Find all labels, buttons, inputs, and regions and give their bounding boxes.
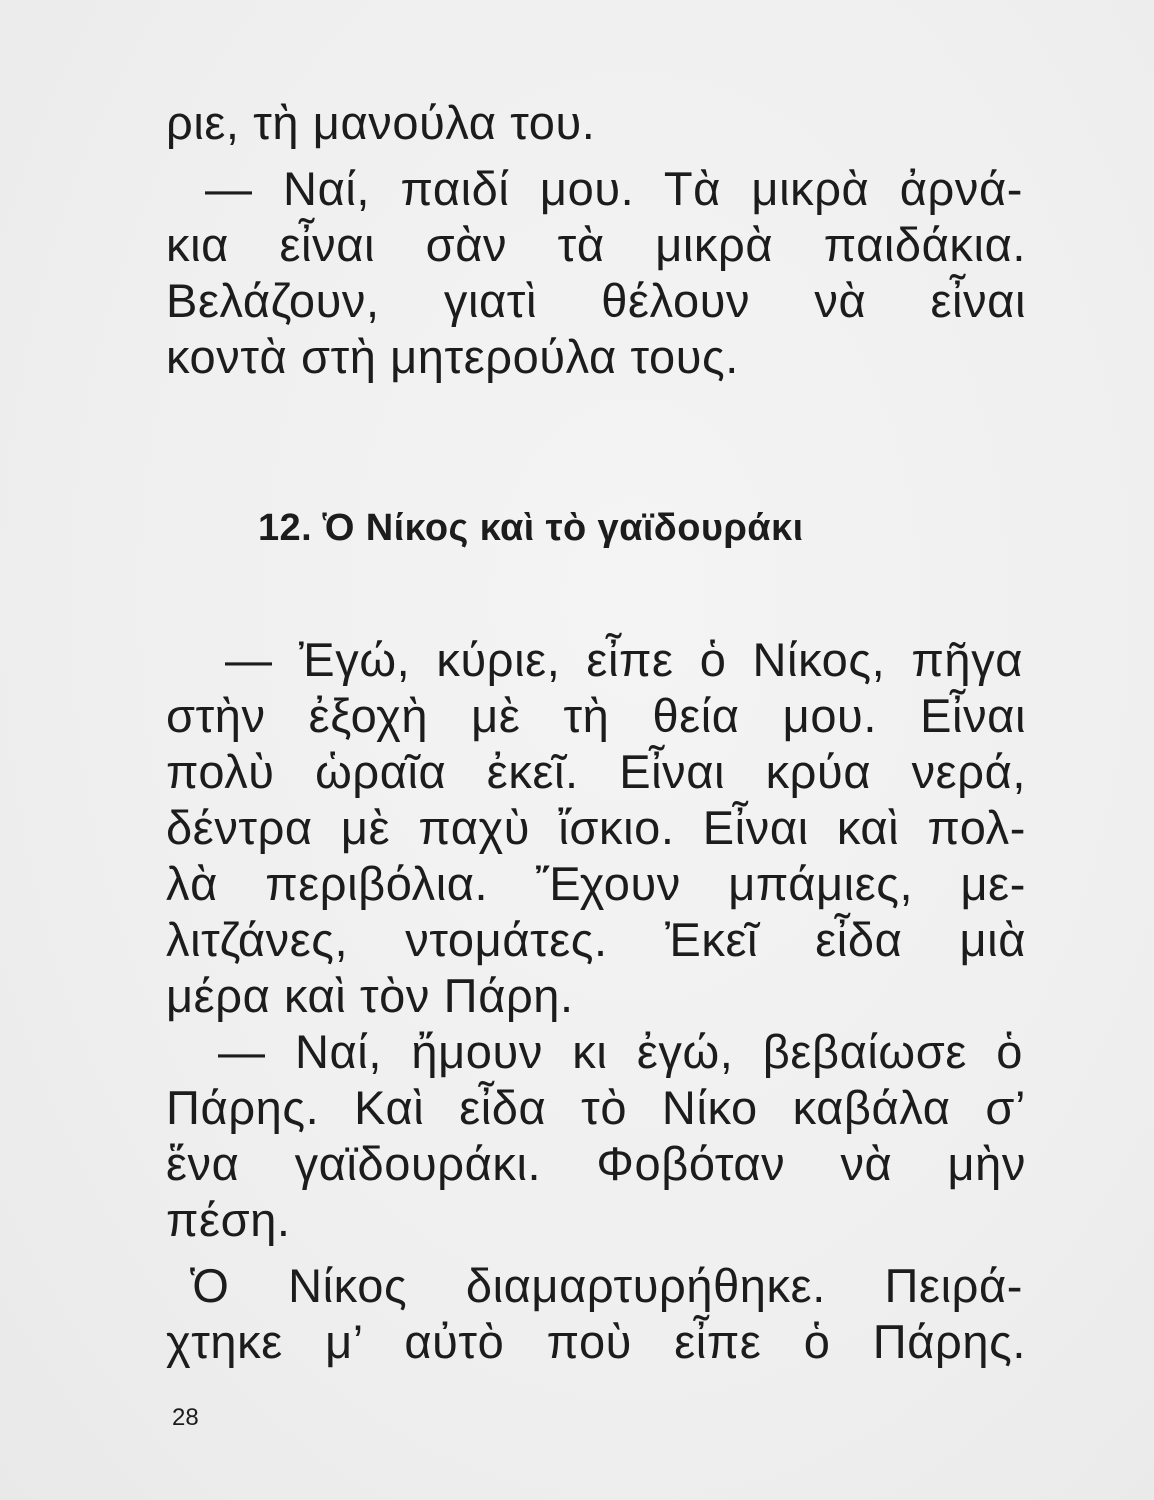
text-line: στὴν ἐξοχὴ μὲ τὴ θεία μου. Εἶναι (166, 689, 1026, 742)
text-line: ἕνα γαϊδουράκι. Φοβόταν νὰ μὴν (166, 1137, 1026, 1190)
text-line: πολὺ ὡραῖα ἐκεῖ. Εἶναι κρύα νερά, (166, 745, 1026, 798)
text-line: ριε, τὴ μανούλα του. (166, 96, 596, 149)
text-line: Πάρης. Καὶ εἶδα τὸ Νίκο καβάλα σ’ (166, 1081, 1026, 1134)
text-line: χτηκε μ’ αὐτὸ ποὺ εἶπε ὁ Πάρης. (166, 1315, 1026, 1368)
text-line: — Ἐγώ, κύριε, εἶπε ὁ Νίκος, πῆγα (225, 633, 1023, 686)
text-line: δέντρα μὲ παχὺ ἴσκιο. Εἶναι καὶ πολ- (166, 801, 1026, 854)
chapter-title: 12. Ὁ Νίκος καὶ τὸ γαϊδουράκι (258, 507, 804, 549)
text-line: μέρα καὶ τὸν Πάρη. (166, 969, 574, 1022)
text-line: Βελάζουν, γιατὶ θέλουν νὰ εἶναι (166, 274, 1026, 327)
text-line: λὰ περιβόλια. Ἔχουν μπάμιες, με- (166, 857, 1026, 910)
text-line: πέση. (166, 1193, 291, 1246)
text-line: κια εἶναι σὰν τὰ μικρὰ παιδάκια. (166, 218, 1026, 271)
text-line: — Ναί, ἤμουν κι ἐγώ, βεβαίωσε ὁ (218, 1025, 1023, 1078)
text-line: Ὁ Νίκος διαμαρτυρήθηκε. Πειρά- (190, 1259, 1023, 1312)
text-line: λιτζάνες, ντομάτες. Ἐκεῖ εἶδα μιὰ (166, 913, 1026, 966)
text-line: κοντὰ στὴ μητερούλα τους. (166, 330, 739, 383)
page-number: 28 (172, 1404, 199, 1431)
text-line: — Ναί, παιδί μου. Τὰ μικρὰ ἀρνά- (205, 162, 1023, 215)
